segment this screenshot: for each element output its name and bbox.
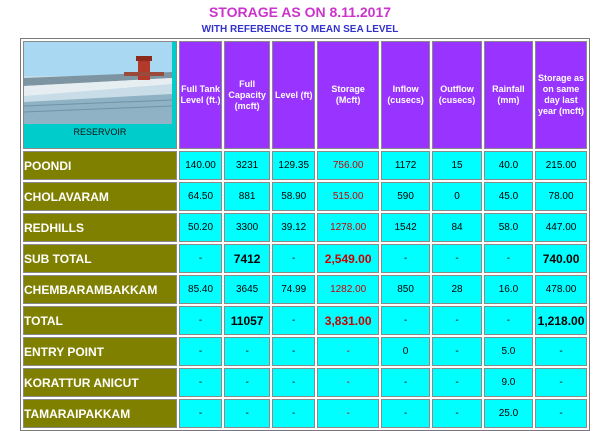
header-storage: Storage (Mcft) bbox=[317, 41, 378, 149]
table-cell: - bbox=[224, 399, 270, 428]
table-row bbox=[23, 399, 587, 428]
table-cell: - bbox=[535, 368, 587, 397]
reservoir-name: ENTRY POINT bbox=[23, 337, 177, 366]
table-cell: - bbox=[272, 399, 315, 428]
reservoir-photo-cell bbox=[23, 41, 177, 149]
table-cell: 11057 bbox=[224, 306, 270, 335]
table-cell: 2,549.00 bbox=[317, 244, 378, 273]
table-cell: 740.00 bbox=[535, 244, 587, 273]
table-cell: 1278.00 bbox=[317, 213, 378, 242]
table-row bbox=[23, 213, 587, 242]
table-cell: - bbox=[381, 399, 430, 428]
table-cell: - bbox=[317, 399, 378, 428]
table-cell: - bbox=[432, 399, 481, 428]
reservoir-name: CHEMBARAMBAKKAM bbox=[23, 275, 177, 304]
table-cell: - bbox=[381, 368, 430, 397]
storage-table-body bbox=[23, 151, 587, 428]
table-cell: 78.00 bbox=[535, 182, 587, 211]
table-cell: - bbox=[484, 244, 533, 273]
storage-table bbox=[20, 38, 590, 431]
table-row bbox=[23, 306, 587, 335]
page-title: STORAGE AS ON 8.11.2017 bbox=[208, 4, 392, 20]
reservoir-name: TAMARAIPAKKAM bbox=[23, 399, 177, 428]
table-cell: - bbox=[432, 368, 481, 397]
table-cell: 58.90 bbox=[272, 182, 315, 211]
table-cell: - bbox=[224, 337, 270, 366]
table-cell: 850 bbox=[381, 275, 430, 304]
table-cell: - bbox=[535, 399, 587, 428]
table-cell: 3231 bbox=[224, 151, 270, 180]
reservoir-image-icon bbox=[24, 42, 172, 124]
table-cell: 84 bbox=[432, 213, 481, 242]
table-cell: 129.35 bbox=[272, 151, 315, 180]
table-cell: - bbox=[432, 337, 481, 366]
table-cell: 5.0 bbox=[484, 337, 533, 366]
reservoir-name: CHOLAVARAM bbox=[23, 182, 177, 211]
table-row bbox=[23, 368, 587, 397]
table-cell: 45.0 bbox=[484, 182, 533, 211]
table-cell: - bbox=[179, 306, 222, 335]
table-cell: 7412 bbox=[224, 244, 270, 273]
header-outflow: Outflow (cusecs) bbox=[432, 41, 481, 149]
reservoir-name: POONDI bbox=[23, 151, 177, 180]
reservoir-name: KORATTUR ANICUT bbox=[23, 368, 177, 397]
table-cell: 0 bbox=[432, 182, 481, 211]
storage-table-wrapper bbox=[20, 38, 590, 431]
table-cell: 58.0 bbox=[484, 213, 533, 242]
table-cell: - bbox=[432, 244, 481, 273]
table-cell: 1172 bbox=[381, 151, 430, 180]
table-cell: - bbox=[179, 368, 222, 397]
table-cell: 447.00 bbox=[535, 213, 587, 242]
reservoir-name: SUB TOTAL bbox=[23, 244, 177, 273]
table-row bbox=[23, 337, 587, 366]
table-cell: 39.12 bbox=[272, 213, 315, 242]
table-cell: 74.99 bbox=[272, 275, 315, 304]
table-cell: 85.40 bbox=[179, 275, 222, 304]
table-cell: 16.0 bbox=[484, 275, 533, 304]
table-cell: 3,831.00 bbox=[317, 306, 378, 335]
table-cell: 1,218.00 bbox=[535, 306, 587, 335]
header-full-tank-level: Full Tank Level (ft.) bbox=[179, 41, 222, 149]
reservoir-name: TOTAL bbox=[23, 306, 177, 335]
table-cell: - bbox=[179, 244, 222, 273]
table-cell: - bbox=[272, 244, 315, 273]
table-cell: 40.0 bbox=[484, 151, 533, 180]
table-cell: 881 bbox=[224, 182, 270, 211]
table-cell: 9.0 bbox=[484, 368, 533, 397]
table-row bbox=[23, 151, 587, 180]
table-cell: - bbox=[179, 399, 222, 428]
table-cell: 756.00 bbox=[317, 151, 378, 180]
header-rainfall: Rainfall (mm) bbox=[484, 41, 533, 149]
table-cell: 590 bbox=[381, 182, 430, 211]
table-cell: 15 bbox=[432, 151, 481, 180]
table-row bbox=[23, 275, 587, 304]
table-cell: 0 bbox=[381, 337, 430, 366]
table-cell: - bbox=[484, 306, 533, 335]
header-inflow: Inflow (cusecs) bbox=[381, 41, 430, 149]
table-cell: 1282.00 bbox=[317, 275, 378, 304]
table-cell: - bbox=[272, 306, 315, 335]
table-cell: 50.20 bbox=[179, 213, 222, 242]
table-cell: 515.00 bbox=[317, 182, 378, 211]
table-cell: - bbox=[535, 337, 587, 366]
table-cell: 1542 bbox=[381, 213, 430, 242]
page-subtitle: WITH REFERENCE TO MEAN SEA LEVEL bbox=[201, 24, 399, 35]
reservoir-label: RESERVOIR bbox=[73, 127, 127, 137]
table-cell: 140.00 bbox=[179, 151, 222, 180]
table-row bbox=[23, 244, 587, 273]
table-cell: 3300 bbox=[224, 213, 270, 242]
table-cell: 215.00 bbox=[535, 151, 587, 180]
table-cell: - bbox=[317, 368, 378, 397]
table-cell: 25.0 bbox=[484, 399, 533, 428]
table-cell: - bbox=[317, 337, 378, 366]
table-cell: 478.00 bbox=[535, 275, 587, 304]
table-cell: - bbox=[179, 337, 222, 366]
table-cell: 3645 bbox=[224, 275, 270, 304]
header-row bbox=[23, 41, 587, 149]
table-cell: - bbox=[224, 368, 270, 397]
header-full-capacity: Full Capacity (mcft) bbox=[224, 41, 270, 149]
reservoir-photo bbox=[24, 42, 172, 124]
reservoir-name: REDHILLS bbox=[23, 213, 177, 242]
table-cell: 64.50 bbox=[179, 182, 222, 211]
table-cell: 28 bbox=[432, 275, 481, 304]
table-row bbox=[23, 182, 587, 211]
table-cell: - bbox=[381, 244, 430, 273]
table-cell: - bbox=[432, 306, 481, 335]
header-storage-last-year: Storage as on same day last year (mcft) bbox=[535, 41, 587, 149]
table-cell: - bbox=[381, 306, 430, 335]
table-cell: - bbox=[272, 368, 315, 397]
header-level: Level (ft) bbox=[272, 41, 315, 149]
table-cell: - bbox=[272, 337, 315, 366]
